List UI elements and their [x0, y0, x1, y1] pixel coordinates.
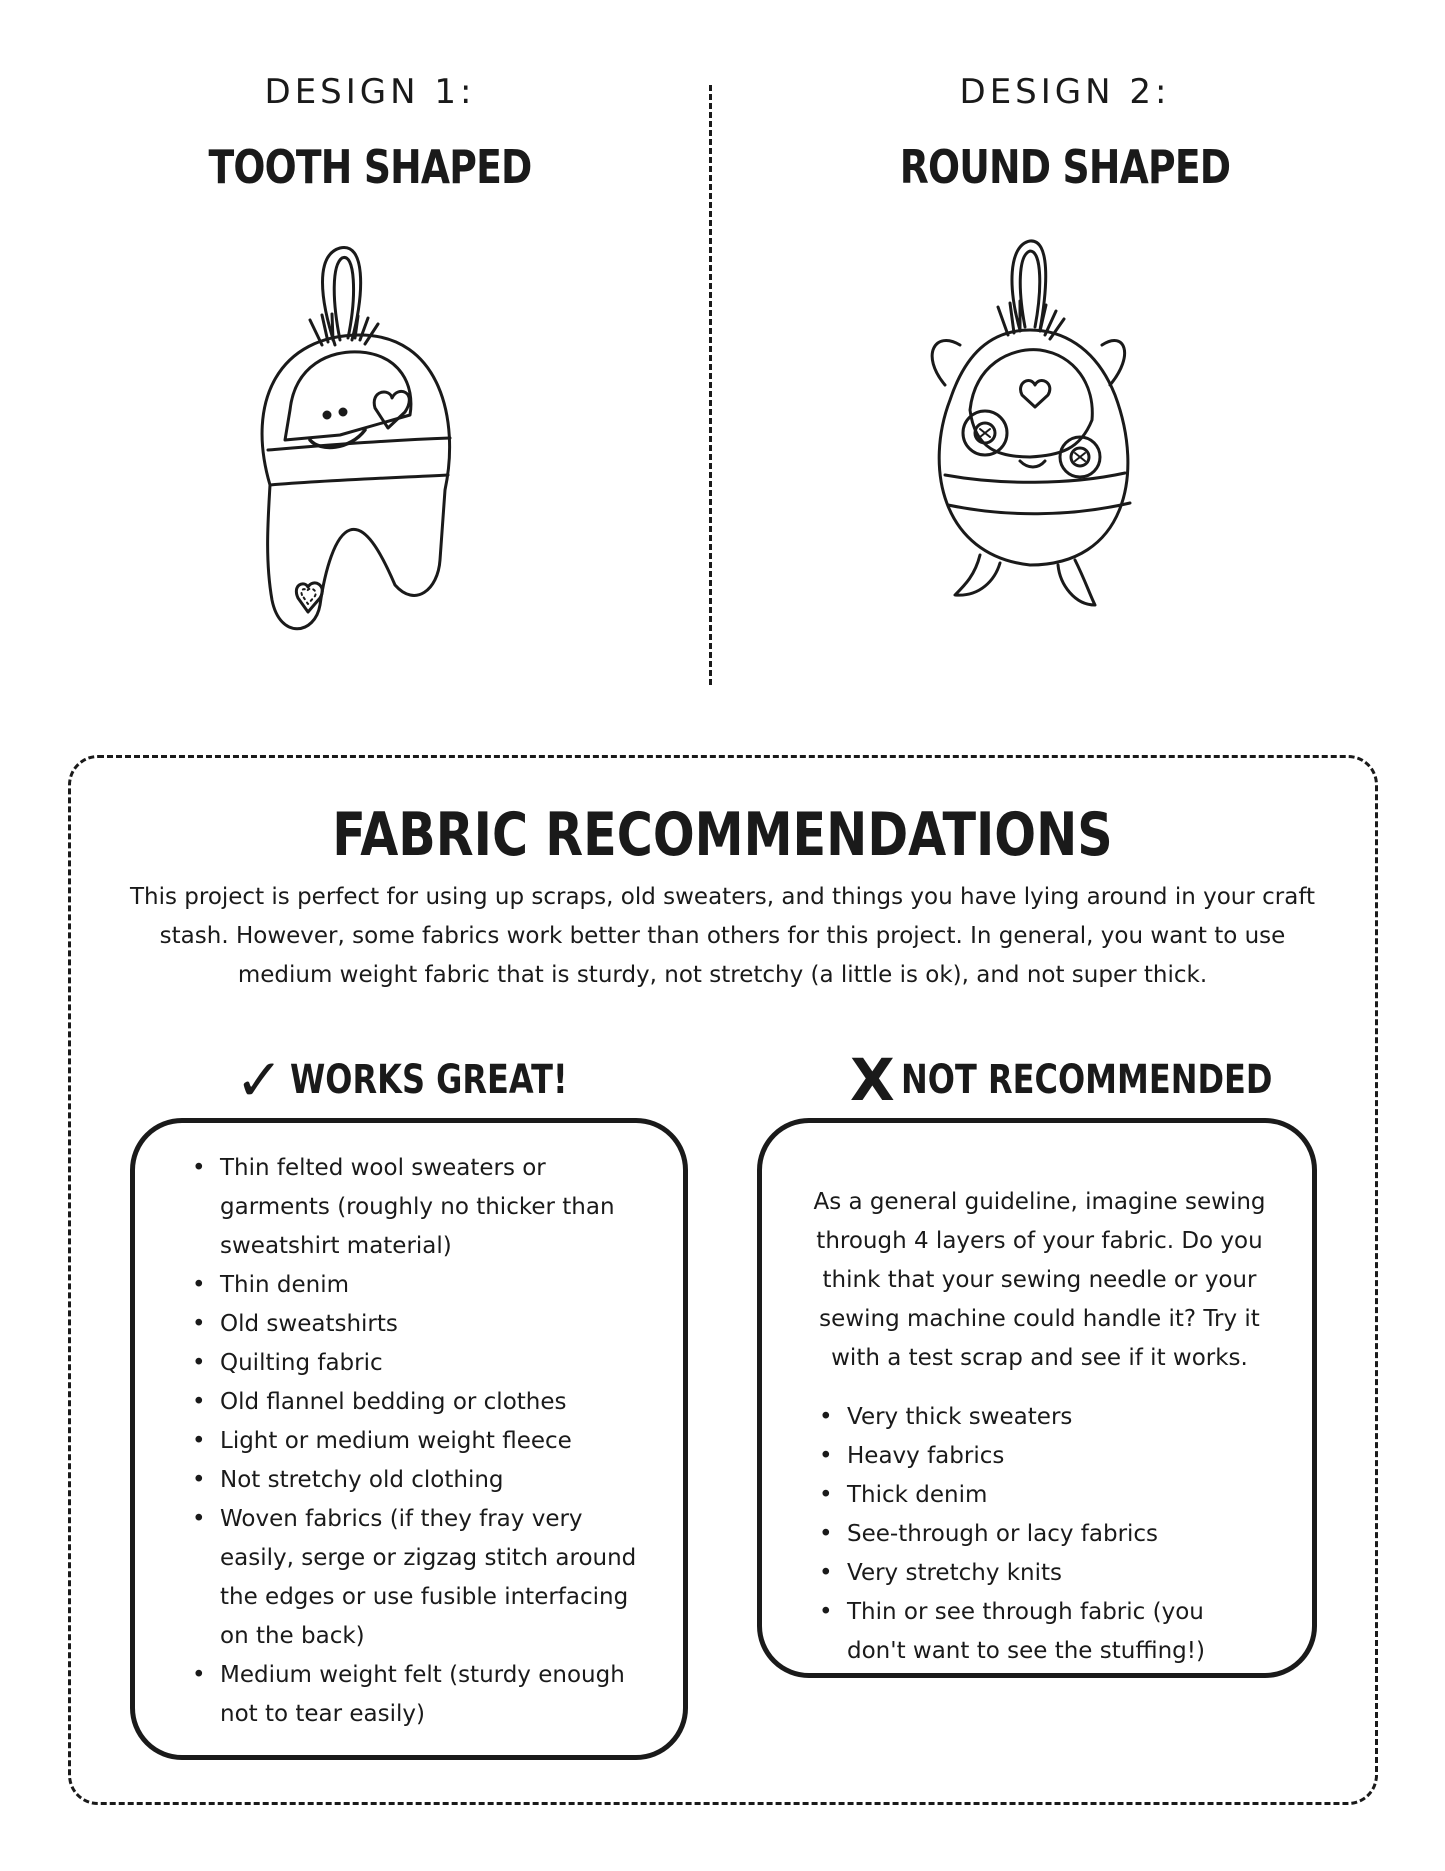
fabric-intro-paragraph: This project is perfect for using up scraps, old sweaters, and things you have lying around in your craft stash. However, some fabrics work better than others for this project. In general, you want to use medium weight fabric that is sturdy, not stretchy (a little is ok), and not super thick.	[129, 884, 1316, 988]
design-1-title: TOOTH SHAPED	[208, 140, 532, 194]
not-recommended-guideline: As a general guideline, imagine sewing through 4 layers of your fabric. Do you think that your sewing needle or your sewing machine could handle it? Try it with a test scrap and see if it works.	[813, 1189, 1266, 1371]
list-item: • Light or medium weight fleece	[190, 1422, 640, 1461]
works-great-list	[190, 1149, 640, 1734]
list-item: • Thin denim	[190, 1266, 640, 1305]
list-item: • Old sweatshirts	[190, 1305, 640, 1344]
list-item: • Not stretchy old clothing	[190, 1461, 640, 1500]
fabric-recommendations-title: FABRIC RECOMMENDATIONS	[332, 800, 1113, 870]
list-item: • Thick denim	[817, 1476, 1267, 1515]
list-item: • Medium weight felt (sturdy enough not to tear easily)	[190, 1656, 640, 1734]
works-great-header	[235, 1046, 637, 1114]
x-mark-icon: X	[850, 1046, 895, 1114]
list-item: • Quilting fabric	[190, 1344, 640, 1383]
design-1-label: DESIGN 1:	[264, 72, 476, 112]
design-2-title: ROUND SHAPED	[899, 140, 1231, 194]
list-item: • Thin or see through fabric (you don't want to see the stuffing!)	[817, 1593, 1267, 1671]
design-2-label: DESIGN 2:	[959, 72, 1171, 112]
list-item: • Very stretchy knits	[817, 1554, 1267, 1593]
works-great-card	[130, 1118, 688, 1760]
list-item: • Very thick sweaters	[817, 1398, 1267, 1437]
vertical-dashed-divider	[709, 85, 712, 685]
tooth-plush-illustration	[240, 240, 510, 660]
round-plush-illustration	[880, 235, 1180, 655]
list-item: • Heavy fabrics	[817, 1437, 1267, 1476]
list-item: • Thin felted wool sweaters or garments (roughly no thicker than sweatshirt material)	[190, 1149, 640, 1266]
not-recommended-header	[850, 1046, 1365, 1114]
checkmark-icon: ✓	[235, 1046, 284, 1114]
list-item: • Woven fabrics (if they fray very easily, serge or zigzag stitch around the edges or use fusible interfacing on the back)	[190, 1500, 640, 1656]
not-recommended-list	[817, 1398, 1267, 1671]
works-great-heading: WORKS GREAT!	[289, 1057, 568, 1103]
list-item: • See-through or lacy fabrics	[817, 1515, 1267, 1554]
not-recommended-card	[757, 1118, 1317, 1678]
list-item: • Old flannel bedding or clothes	[190, 1383, 640, 1422]
not-recommended-heading: NOT RECOMMENDED	[900, 1057, 1273, 1103]
